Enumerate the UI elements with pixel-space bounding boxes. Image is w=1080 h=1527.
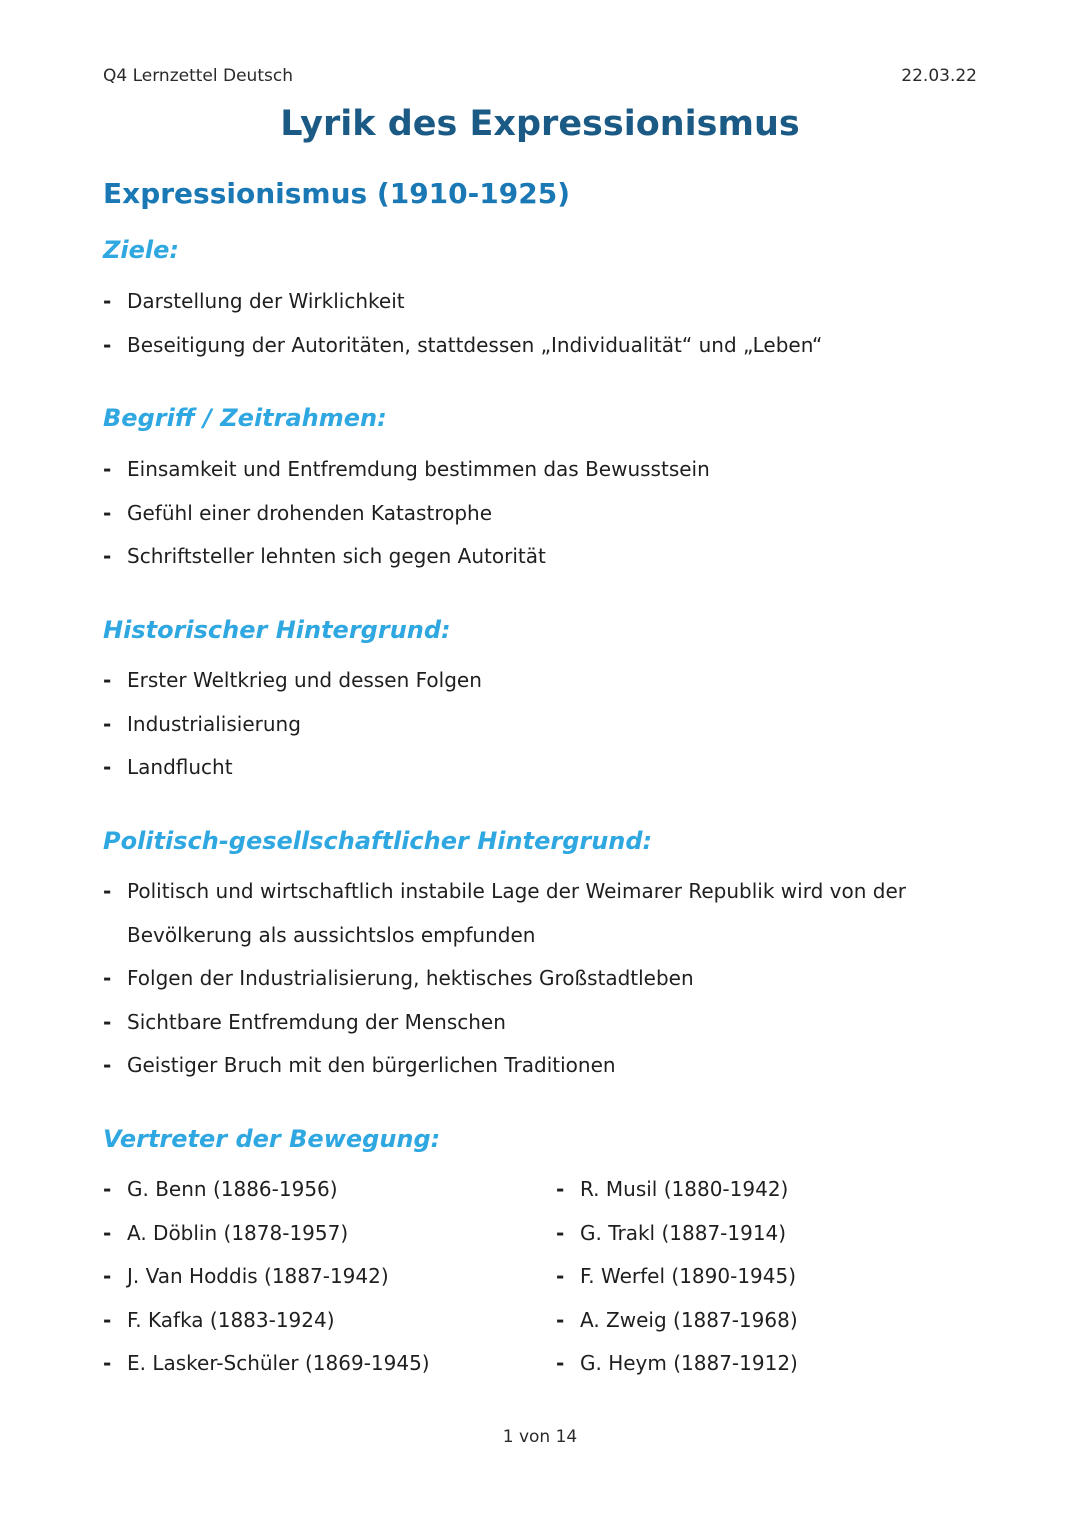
list-begriff [103,448,710,579]
list-item-text: Gefühl einer drohenden Katastrophe [127,500,493,525]
dash-bullet: - [556,1264,565,1288]
heading-historisch: Historischer Hintergrund: [103,616,451,644]
list-item [103,1255,430,1299]
list-item [103,1299,430,1343]
list-item-text: Geistiger Bruch mit den bürgerlichen Traditionen [127,1053,616,1077]
heading-politisch: Politisch-gesellschaftlicher Hintergrund: [103,827,653,855]
list-item-text: Beseitigung der Autoritäten, stattdessen „Individualität“ und „Leben“ [127,332,823,357]
dash-bullet: - [103,1264,112,1288]
list-item [103,870,927,957]
list-item-text: G. Trakl (1887-1914) [580,1220,787,1245]
dash-bullet: - [103,1009,112,1034]
section-title: Expressionismus (1910-1925) [103,177,570,210]
list-ziele [103,280,822,367]
list-item-text: G. Benn (1886-1956) [127,1177,338,1201]
list-item [103,1342,430,1386]
list-item [103,1044,927,1088]
page-title: Lyrik des Expressionismus [280,104,800,144]
list-item-text: Erster Weltkrieg und dessen Folgen [127,668,482,692]
heading-ziele: Ziele: [103,236,180,264]
dash-bullet: - [556,1351,565,1375]
dash-bullet: - [103,966,112,990]
list-item-text: Einsamkeit und Entfremdung bestimmen das Bewusstsein [127,457,710,481]
dash-bullet: - [103,1307,112,1332]
list-item [556,1299,798,1343]
list-item [103,1168,430,1212]
dash-bullet: - [556,1177,565,1201]
list-item-text: Landflucht [127,755,233,779]
list-item-text: E. Lasker-Schüler (1869-1945) [127,1351,430,1375]
list-politisch [103,870,927,1088]
dash-bullet: - [556,1307,565,1332]
list-item [103,659,482,703]
dash-bullet: - [103,500,112,525]
dash-bullet: - [103,879,112,903]
dash-bullet: - [103,1351,112,1375]
list-item [556,1212,798,1256]
dash-bullet: - [103,1220,112,1245]
list-item-text: Sichtbare Entfremdung der Menschen [127,1009,506,1034]
list-item [556,1342,798,1386]
list-item [556,1168,798,1212]
list-item [103,448,710,492]
list-item [103,280,822,324]
list-item [103,1001,927,1045]
list-historisch [103,659,482,790]
list-item [103,324,822,368]
list-item [556,1255,798,1299]
list-item-text: R. Musil (1880-1942) [580,1177,789,1201]
dash-bullet: - [103,332,112,357]
list-item [103,746,482,790]
list-item [103,957,927,1001]
dash-bullet: - [103,711,112,736]
list-item-text: G. Heym (1887-1912) [580,1351,798,1375]
list-item-text: Schriftsteller lehnten sich gegen Autorität [127,544,546,568]
dash-bullet: - [103,1053,112,1077]
list-item [103,703,482,747]
dash-bullet: - [556,1220,565,1245]
list-vertreter-left [103,1168,430,1386]
list-item-text: A. Zweig (1887-1968) [580,1307,798,1332]
list-item [103,1212,430,1256]
page-number: 1 von 14 [502,1427,578,1447]
list-item-text: F. Kafka (1883-1924) [127,1307,335,1332]
heading-begriff: Begriff / Zeitrahmen: [103,404,387,432]
list-item-text: J. Van Hoddis (1887-1942) [127,1264,389,1288]
dash-bullet: - [103,668,112,692]
course-label: Q4 Lernzettel Deutsch [103,66,293,86]
list-item [103,535,710,579]
list-item-text: Politisch und wirtschaftlich instabile Lage der Weimarer Republik wird von der Bevölkerung als aussichtslos empfunden [127,879,906,947]
list-item-text: Darstellung der Wirklichkeit [127,289,405,313]
list-item [103,492,710,536]
list-item-text: F. Werfel (1890-1945) [580,1264,797,1288]
list-item-text: Folgen der Industrialisierung, hektisches Großstadtleben [127,966,694,990]
dash-bullet: - [103,1177,112,1201]
list-vertreter-right [556,1168,798,1386]
dash-bullet: - [103,544,112,568]
dash-bullet: - [103,289,112,313]
heading-vertreter: Vertreter der Bewegung: [103,1125,441,1153]
list-item-text: A. Döblin (1878-1957) [127,1220,349,1245]
dash-bullet: - [103,755,112,779]
dash-bullet: - [103,457,112,481]
list-item-text: Industrialisierung [127,711,301,736]
date-label: 22.03.22 [901,66,977,86]
